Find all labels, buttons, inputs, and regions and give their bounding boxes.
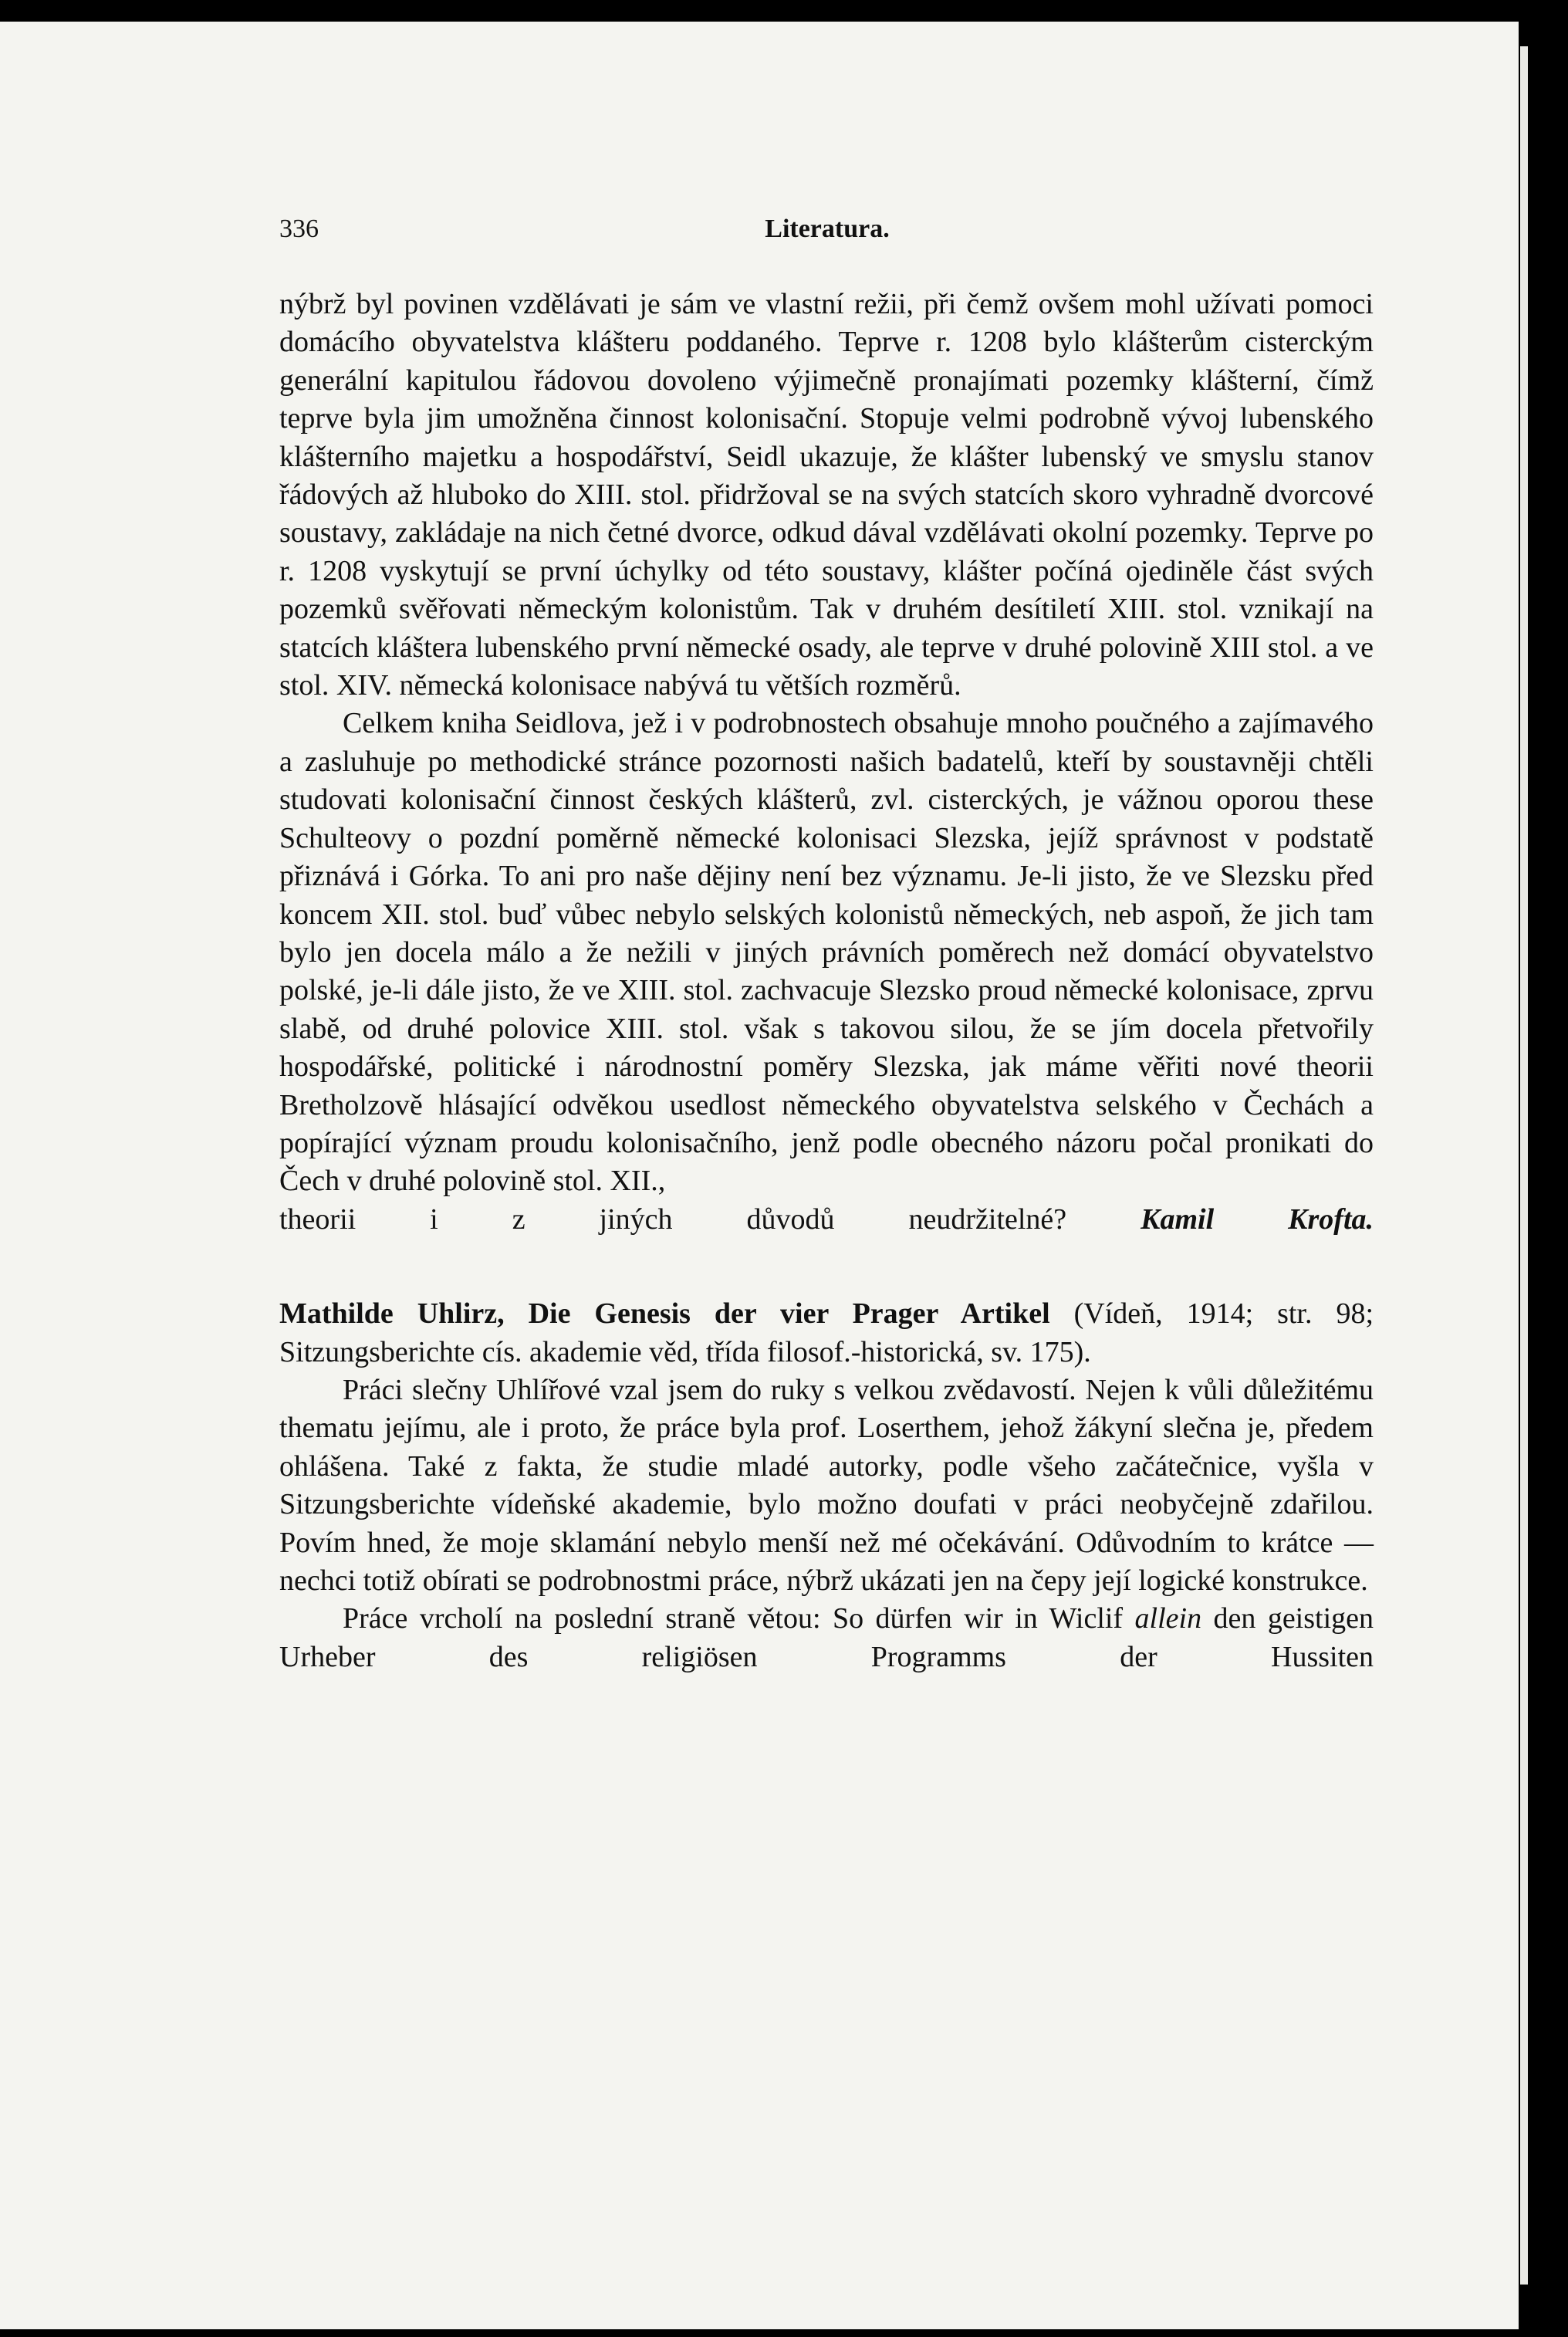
review2-p2-rest: den geistigen Urheber des religiösen Programms der Hussiten bbox=[279, 1602, 1374, 1673]
review1-paragraph-2: Celkem kniha Seidlova, jež i v podrobnostech obsahuje mnoho poučného a zajímavého a zasluhuje po methodické stránce pozornosti našich badatelů, kteří by soustavněji chtěli studovati kolonisační činnost českých klášterů, zvl. cisterckých, je vážnou oporou these Schulteovy o pozdní poměrně německé kolonisaci Slezska, jejíž správnost v podstatě přiznává i Górka. To ani pro naše dějiny není bez významu. Je-li jisto, že ve Slezsku před koncem XII. stol. buď vůbec nebylo selských kolonistů německých, neb aspoň, že jich tam bylo jen docela málo a že nežili v jiných právních poměrech než domácí obyvatelstvo polské, je-li dále jisto, že ve XIII. stol. zachvacuje Slezsko proud německé kolonisace, zprvu slabě, od druhé polovice XIII. stol. však s takovou silou, že se jím docela přetvořily hospodářské, politické i národnostní poměry Slezska, jak máme věřiti nové theorii Bretholzově hlásající odvěkou usedlost německého obyvatelstva selského v Čechách a popírající význam proudu kolonisačního, jenž podle obecného názoru počal pronikati do Čech v druhé polovině stol. XII., bbox=[279, 707, 1374, 1198]
reviewer-signature: Kamil Krofta. bbox=[1141, 1202, 1374, 1236]
running-title: Literatura. bbox=[765, 215, 890, 243]
review2-paragraph-2 bbox=[279, 1600, 1374, 1676]
citation-author-title: Mathilde Uhlirz, Die Genesis der vier Prager Artikel bbox=[279, 1297, 1050, 1331]
review2-p2-start: Práce vrcholí na poslední straně větou: So dürfen wir in Wiclif bbox=[343, 1602, 1124, 1635]
review1-closing-line bbox=[279, 1201, 1374, 1239]
body-text bbox=[279, 286, 1374, 1676]
section-gap bbox=[279, 1239, 1374, 1295]
page-edge bbox=[1520, 46, 1528, 2285]
page-header bbox=[279, 215, 1375, 261]
review2-citation bbox=[279, 1295, 1374, 1371]
review1-paragraph-1: nýbrž byl povinen vzdělávati je sám ve vlastní režii, při čemž ovšem mohl užívati pomoci domácího obyvatelstva klášteru poddaného. Teprve r. 1208 bylo klášterům cisterckým generální kapitulou řádovou dovoleno výjimečně pronajímati pozemky klášterní, čímž teprve byla jim umožněna činnost kolonisační. Stopuje velmi podrobně vývoj lubenského klášterního majetku a hospodářství, Seidl ukazuje, že klášter lubenský ve smyslu stanov řádových až hluboko do XIII. stol. přidržoval se na svých statcích skoro vyhradně dvorcové soustavy, zakládaje na nich četné dvorce, odkud dával vzdělávati okolní pozemky. Teprve po r. 1208 vyskytují se první úchylky od této soustavy, klášter počíná ojediněle část svých pozemků svěřovati německým kolonistům. Tak v druhém desítiletí XIII. stol. vznikají na statcích kláštera lubenského první německé osady, ale teprve v druhé polovině XIII stol. a ve stol. XIV. německá kolonisace nabývá tu větších rozměrů. bbox=[279, 288, 1374, 702]
page-number: 336 bbox=[279, 215, 319, 243]
review2-p2-italic: allein bbox=[1134, 1602, 1202, 1635]
review1-closing-text: theorii i z jiných důvodů neudržitelné? bbox=[279, 1202, 1067, 1236]
review2-paragraph-1: Práci slečny Uhlířové vzal jsem do ruky s velkou zvědavostí. Nejen k vůli důležitému thematu jejímu, ale i proto, že práce byla prof. Loserthem, jehož žákyní slečna je, předem ohlášena. Také z fakta, že studie mladé autorky, podle všeho začátečnice, vyšla v Sitzungsberichte vídeňské akademie, bylo možno doufati v práci neobyčejně zdařilou. Povím hned, že moje sklamání nebylo menší než mé očekávání. Odůvodním to krátce — nechci totiž obírati se podrobnostmi práce, nýbrž ukázati jen na čepy její logické konstrukce. bbox=[279, 1373, 1374, 1597]
citation-details: (Vídeň, 1914; str. 98; Sitzungsberichte cís. akademie věd, třída filosof.-historická, sv. 175). bbox=[279, 1297, 1374, 1368]
